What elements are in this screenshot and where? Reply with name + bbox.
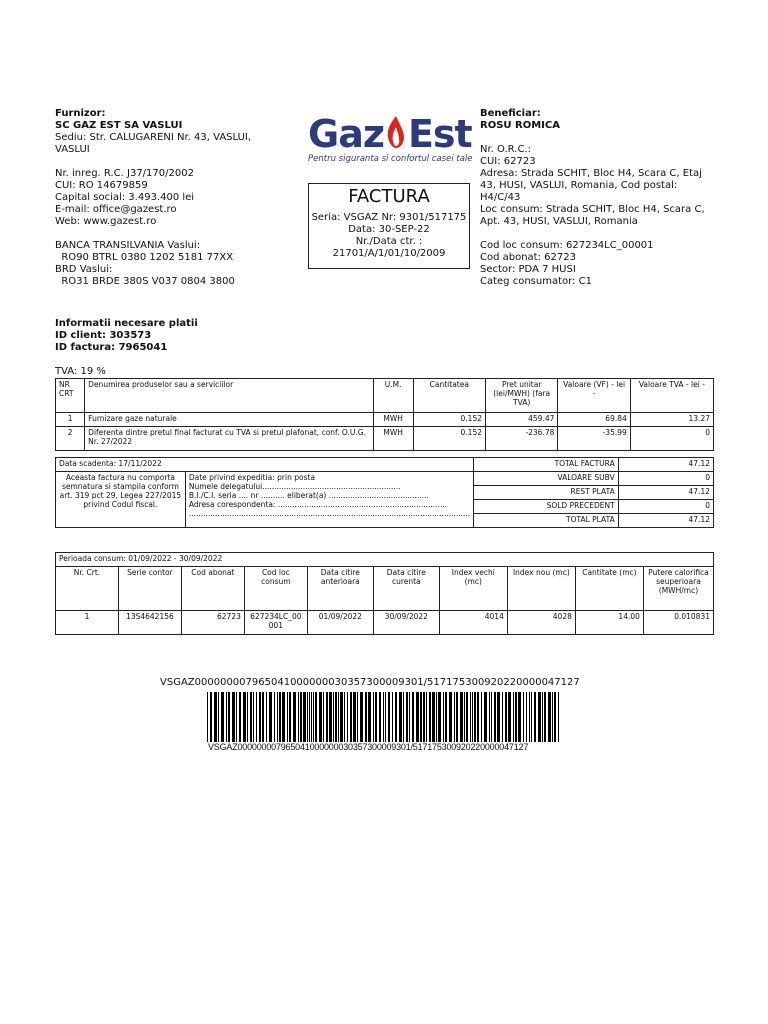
beneficiar-line: Adresa: Strada SCHIT, Bloc H4, Scara C, Etaj bbox=[480, 168, 702, 179]
barcode-bar bbox=[526, 692, 527, 742]
table-row bbox=[56, 427, 714, 451]
barcode-bar bbox=[518, 692, 521, 742]
barcode-bar bbox=[464, 692, 465, 742]
barcode-bar bbox=[253, 692, 254, 742]
barcode-bar bbox=[340, 692, 343, 742]
barcode-bar bbox=[307, 692, 308, 742]
barcode-bar bbox=[300, 692, 302, 742]
table-row bbox=[56, 611, 714, 635]
barcode-bar bbox=[429, 692, 431, 742]
barcode-bar bbox=[214, 692, 217, 742]
logo-slogan: Pentru siguranta si confortul casei tale bbox=[308, 154, 473, 164]
furnizor-line: VASLUI bbox=[55, 144, 90, 155]
furnizor-line: Capital social: 3.493.400 lei bbox=[55, 192, 195, 203]
furnizor-line bbox=[55, 228, 295, 240]
logo-wordmark bbox=[308, 112, 473, 156]
barcode-bar bbox=[489, 692, 490, 742]
beneficiar-block bbox=[480, 108, 720, 288]
tva-rate: TVA: 19 % bbox=[55, 366, 106, 377]
logo-word-left: Gaz bbox=[308, 112, 384, 156]
due-date: Data scadenta: 17/11/2022 bbox=[56, 458, 474, 472]
barcode-bar bbox=[523, 692, 524, 742]
items-table-header bbox=[56, 379, 714, 413]
barcode-bar bbox=[423, 692, 425, 742]
cell: 0.010831 bbox=[643, 611, 713, 635]
barcode-bar bbox=[338, 692, 339, 742]
shipping-line: Date privind expeditia: prin posta bbox=[188, 473, 316, 482]
barcode-bar bbox=[350, 692, 352, 742]
barcode-bar bbox=[474, 692, 476, 742]
col-um: U.M. bbox=[373, 379, 413, 413]
barcode-bar bbox=[326, 692, 328, 742]
cell: MWH bbox=[373, 427, 413, 451]
shipping-line: B.I./C.I. seria .... nr .......... eliberat(a) .......................................... bbox=[188, 491, 429, 500]
invoice-id: ID factura: 7965041 bbox=[55, 342, 168, 353]
barcode-bar bbox=[420, 692, 422, 742]
barcode-bar bbox=[218, 692, 219, 742]
barcode-bar bbox=[454, 692, 455, 742]
cell: MWH bbox=[373, 413, 413, 427]
barcode-bar bbox=[357, 692, 358, 742]
barcode-bar bbox=[436, 692, 437, 742]
beneficiar-details bbox=[480, 132, 720, 288]
barcode-bar bbox=[554, 692, 556, 742]
barcode-bar bbox=[460, 692, 463, 742]
barcode-bar bbox=[494, 692, 496, 742]
barcode-bar bbox=[309, 692, 310, 742]
barcode-bar bbox=[481, 692, 482, 742]
barcode-bar bbox=[502, 692, 503, 742]
total-label: REST PLATA bbox=[474, 486, 619, 500]
contract-label: Nr./Data ctr. : bbox=[355, 236, 423, 247]
barcode-bar bbox=[329, 692, 332, 742]
invoice-series: Seria: VSGAZ Nr: 9301/517175 bbox=[311, 212, 467, 223]
barcode-bar bbox=[262, 692, 264, 742]
barcode-bar bbox=[221, 692, 224, 742]
barcode-bar bbox=[456, 692, 458, 742]
col-index-vechi: Index vechi (mc) bbox=[439, 567, 507, 611]
barcode-bar bbox=[542, 692, 543, 742]
barcode-bar bbox=[531, 692, 532, 742]
col-nr-crt: Nr. Crt. bbox=[56, 567, 119, 611]
barcode-bar bbox=[379, 692, 381, 742]
barcode-bar bbox=[315, 692, 317, 742]
cell: 14.00 bbox=[575, 611, 643, 635]
barcode-bar bbox=[552, 692, 553, 742]
barcode-bar bbox=[388, 692, 390, 742]
beneficiar-line: CUI: 62723 bbox=[480, 156, 536, 167]
table-row bbox=[56, 413, 714, 427]
furnizor-line: CUI: RO 14679859 bbox=[55, 180, 148, 191]
barcode-bar bbox=[266, 692, 267, 742]
col-putere: Putere calorifica seuperioara (MWH/mc) bbox=[643, 567, 713, 611]
barcode-bar bbox=[443, 692, 444, 742]
invoice-note: Aceasta factura nu comporta semnatura si stampila conform art. 319 pct 29, Legea 227/2015 privind Codul fiscal. bbox=[56, 472, 186, 528]
invoice-header-box bbox=[308, 183, 470, 269]
barcode-text-top: VSGAZ000000007965041000000030357300009301/517175300920220000047127 bbox=[160, 677, 580, 688]
client-id: ID client: 303573 bbox=[55, 330, 152, 341]
col-pret: Pret unitar (lei/MWH) (fara TVA) bbox=[486, 379, 558, 413]
barcode-bar bbox=[432, 692, 435, 742]
barcode-bar bbox=[515, 692, 517, 742]
barcode-bar bbox=[269, 692, 272, 742]
barcode-bar bbox=[403, 692, 404, 742]
beneficiar-line: Cod abonat: 62723 bbox=[480, 252, 576, 263]
furnizor-line: BANCA TRANSILVANIA Vaslui: bbox=[55, 240, 201, 251]
barcode-bar bbox=[544, 692, 546, 742]
barcode-bar bbox=[303, 692, 306, 742]
col-serie-contor: Serie contor bbox=[118, 567, 181, 611]
contract-number: 21701/A/1/01/10/2009 bbox=[332, 248, 446, 259]
barcode-bar bbox=[210, 692, 212, 742]
total-value: 0 bbox=[618, 472, 713, 486]
payment-info-title: Informatii necesare platii bbox=[55, 318, 198, 329]
barcode-bar bbox=[513, 692, 514, 742]
barcode-bar bbox=[375, 692, 377, 742]
barcode-bar bbox=[232, 692, 235, 742]
barcode-bar bbox=[538, 692, 541, 742]
barcode-bar bbox=[259, 692, 261, 742]
beneficiar-line bbox=[480, 132, 720, 144]
barcode-bar bbox=[277, 692, 278, 742]
barcode-bar bbox=[449, 692, 452, 742]
furnizor-block bbox=[55, 108, 295, 288]
barcode-bar bbox=[243, 692, 246, 742]
col-cod-abonat: Cod abonat bbox=[181, 567, 244, 611]
barcode-bar bbox=[226, 692, 227, 742]
barcode-bar bbox=[335, 692, 337, 742]
barcode-bar bbox=[445, 692, 447, 742]
cell: 1 bbox=[56, 413, 85, 427]
barcode-bar bbox=[399, 692, 402, 742]
beneficiar-line: H4/C/43 bbox=[480, 192, 521, 203]
cell: 4014 bbox=[439, 611, 507, 635]
barcode-bar bbox=[256, 692, 257, 742]
barcode-bar bbox=[497, 692, 500, 742]
barcode-bar bbox=[207, 692, 208, 742]
col-cod-loc: Cod loc consum bbox=[244, 567, 307, 611]
barcode-bar bbox=[472, 692, 473, 742]
barcode-bar bbox=[395, 692, 397, 742]
barcode-bar bbox=[406, 692, 408, 742]
barcode-icon bbox=[207, 692, 559, 742]
cell: 0.152 bbox=[413, 427, 485, 451]
col-data-anterioara: Data citire anterioara bbox=[307, 567, 373, 611]
logo-word-right: Est bbox=[407, 112, 472, 156]
barcode-bar bbox=[368, 692, 371, 742]
barcode-bar bbox=[274, 692, 275, 742]
barcode-bar bbox=[247, 692, 248, 742]
flame-icon bbox=[385, 115, 407, 149]
cell: 459.47 bbox=[486, 413, 558, 427]
barcode-bar bbox=[491, 692, 492, 742]
furnizor-name: SC GAZ EST SA VASLUI bbox=[55, 120, 183, 131]
barcode-bar bbox=[470, 692, 471, 742]
furnizor-line: E-mail: office@gazest.ro bbox=[55, 204, 177, 215]
items-table bbox=[55, 378, 714, 451]
cell: 0.152 bbox=[413, 413, 485, 427]
barcode-bar bbox=[548, 692, 551, 742]
barcode-bar bbox=[365, 692, 367, 742]
furnizor-line: Nr. inreg. R.C. J37/170/2002 bbox=[55, 168, 194, 179]
cell: Diferenta dintre pretul final facturat cu TVA si pretul plafonat, conf. O.U.G. Nr. 27/2022 bbox=[85, 427, 373, 451]
barcode-bar bbox=[347, 692, 348, 742]
barcode-bar bbox=[438, 692, 441, 742]
barcode-bar bbox=[236, 692, 237, 742]
col-index-nou: Index nou (mc) bbox=[507, 567, 575, 611]
barcode-bar bbox=[279, 692, 281, 742]
beneficiar-line: Loc consum: Strada SCHIT, Bloc H4, Scara C, bbox=[480, 204, 705, 215]
barcode-bar bbox=[239, 692, 241, 742]
barcode-bar bbox=[534, 692, 536, 742]
beneficiar-line: Apt. 43, HUSI, VASLUI, Romania bbox=[480, 216, 638, 227]
barcode-bar bbox=[313, 692, 314, 742]
company-logo bbox=[308, 112, 473, 174]
barcode-bar bbox=[298, 692, 299, 742]
beneficiar-line: 43, HUSI, VASLUI, Romania, Cod postal: bbox=[480, 180, 678, 191]
barcode-bar bbox=[311, 692, 312, 742]
barcode-bar bbox=[409, 692, 410, 742]
invoice-title: FACTURA bbox=[348, 186, 430, 207]
barcode-bar bbox=[484, 692, 487, 742]
col-data-curenta: Data citire curenta bbox=[373, 567, 439, 611]
col-denumire: Denumirea produselor sau a serviciilor bbox=[85, 379, 373, 413]
barcode-bar bbox=[529, 692, 530, 742]
total-label: SOLD PRECEDENT bbox=[474, 500, 619, 514]
shipping-line: ...................................................................................................................... bbox=[188, 509, 471, 518]
beneficiar-line: Nr. O.R.C.: bbox=[480, 144, 531, 155]
totals-table bbox=[55, 457, 714, 528]
cell: 4028 bbox=[507, 611, 575, 635]
furnizor-line: Web: www.gazest.ro bbox=[55, 216, 157, 227]
col-valoare: Valoare (VF) - lei - bbox=[558, 379, 630, 413]
cell: Furnizare gaze naturale bbox=[85, 413, 373, 427]
beneficiar-line: Categ consumator: C1 bbox=[480, 276, 592, 287]
cell: 69.84 bbox=[558, 413, 630, 427]
total-label: TOTAL PLATA bbox=[474, 514, 619, 528]
col-tva: Valoare TVA - lei - bbox=[630, 379, 713, 413]
furnizor-line: BRD Vaslui: bbox=[55, 264, 113, 275]
cell: 01/09/2022 bbox=[307, 611, 373, 635]
barcode-bar bbox=[373, 692, 374, 742]
barcode-bar bbox=[293, 692, 296, 742]
furnizor-label: Furnizor: bbox=[55, 108, 106, 119]
col-cantitate: Cantitatea bbox=[413, 379, 485, 413]
barcode-bar bbox=[360, 692, 363, 742]
shipping-line: Numele delegatului.......................................................... bbox=[188, 482, 401, 491]
barcode-bar bbox=[333, 692, 334, 742]
beneficiar-line: Sector: PDA 7 HUSI bbox=[480, 264, 576, 275]
barcode-bar bbox=[385, 692, 386, 742]
barcode-bar bbox=[383, 692, 384, 742]
barcode-bar bbox=[323, 692, 324, 742]
furnizor-line bbox=[55, 156, 295, 168]
total-value: 47.12 bbox=[618, 514, 713, 528]
barcode-bar bbox=[505, 692, 507, 742]
barcode-bar bbox=[250, 692, 252, 742]
total-value: 47.12 bbox=[618, 486, 713, 500]
barcode-bar bbox=[353, 692, 356, 742]
furnizor-line: RO90 BTRL 0380 1202 5181 77XX bbox=[55, 252, 234, 263]
beneficiar-line: Cod loc consum: 627234LC_00001 bbox=[480, 240, 654, 251]
barcode-bar bbox=[477, 692, 479, 742]
col-cantitate: Cantitate (mc) bbox=[575, 567, 643, 611]
beneficiar-line bbox=[480, 228, 720, 240]
barcode-bar bbox=[466, 692, 468, 742]
barcode-bar bbox=[228, 692, 230, 742]
barcode-bar bbox=[412, 692, 414, 742]
cell: 2 bbox=[56, 427, 85, 451]
barcode-bar bbox=[508, 692, 511, 742]
cell: 30/09/2022 bbox=[373, 611, 439, 635]
barcode-text-bottom: VSGAZ000000007965041000000030357300009301/517175300920220000047127 bbox=[208, 742, 529, 752]
shipping-line: Adresa corespondenta: ....................................................................... bbox=[188, 500, 448, 509]
invoice-date: Data: 30-SEP-22 bbox=[348, 224, 430, 235]
total-label: TOTAL FACTURA bbox=[474, 458, 619, 472]
total-value: 0 bbox=[618, 500, 713, 514]
total-label: VALOARE SUBV bbox=[474, 472, 619, 486]
barcode-bar bbox=[426, 692, 427, 742]
barcode-bar bbox=[344, 692, 345, 742]
barcode-bar bbox=[416, 692, 419, 742]
cell: 62723 bbox=[181, 611, 244, 635]
consumption-table bbox=[55, 552, 714, 635]
consumption-table-header bbox=[56, 567, 714, 611]
payment-info bbox=[55, 318, 198, 354]
total-value: 47.12 bbox=[618, 458, 713, 472]
cell: 13S4642156 bbox=[118, 611, 181, 635]
barcode-bar bbox=[392, 692, 393, 742]
beneficiar-label: Beneficiar: bbox=[480, 108, 541, 119]
col-nr: NR CRT bbox=[56, 379, 85, 413]
barcode-bar bbox=[558, 692, 559, 742]
barcode-bar bbox=[289, 692, 291, 742]
barcode-bar bbox=[287, 692, 288, 742]
consumption-period: Perioada consum: 01/09/2022 - 30/09/2022 bbox=[56, 553, 714, 567]
furnizor-line: RO31 BRDE 380S V037 0804 3800 bbox=[55, 276, 235, 287]
furnizor-line: Sediu: Str. CALUGARENI Nr. 43, VASLUI, bbox=[55, 132, 252, 143]
cell: -236.78 bbox=[486, 427, 558, 451]
cell: 13.27 bbox=[630, 413, 713, 427]
cell: -35.99 bbox=[558, 427, 630, 451]
barcode-bar bbox=[319, 692, 322, 742]
shipping-info bbox=[185, 472, 473, 528]
cell: 627234LC_00001 bbox=[244, 611, 307, 635]
cell: 0 bbox=[630, 427, 713, 451]
barcode-bar bbox=[282, 692, 285, 742]
cell: 1 bbox=[56, 611, 119, 635]
furnizor-details bbox=[55, 132, 295, 288]
beneficiar-name: ROSU ROMICA bbox=[480, 120, 560, 131]
